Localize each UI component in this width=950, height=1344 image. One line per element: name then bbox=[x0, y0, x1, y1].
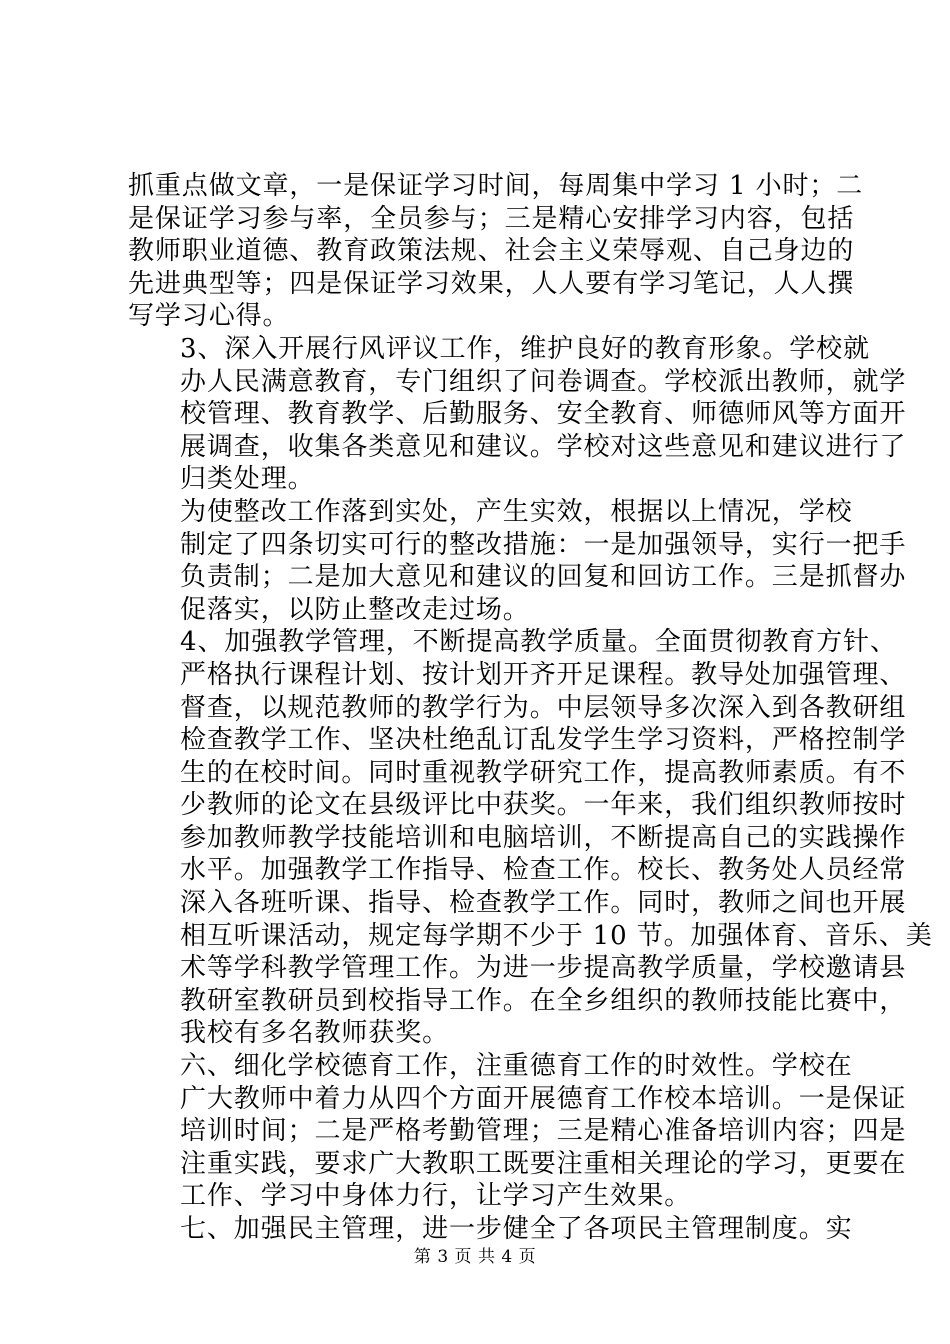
text-line: 检查教学工作、坚决杜绝乱订乱发学生学习资料，严格控制学 bbox=[180, 725, 907, 756]
text-line: 督查，以规范教师的教学行为。中层领导多次深入到各教研组 bbox=[180, 692, 907, 723]
text-line: 写学习心得。 bbox=[128, 301, 290, 332]
page-footer: 第 3 页 共 4 页 bbox=[413, 1247, 537, 1267]
text-line: 4、加强教学管理，不断提高教学质量。全面贯彻教育方针、 bbox=[180, 627, 897, 658]
text-line: 工作、学习中身体力行，让学习产生效果。 bbox=[180, 1181, 692, 1212]
text-line: 校管理、教育教学、后勤服务、安全教育、师德师风等方面开 bbox=[180, 399, 907, 430]
paragraph bbox=[128, 170, 864, 333]
text-line: 促落实，以防止整改走过场。 bbox=[180, 594, 530, 625]
text-line: 六、细化学校德育工作，注重德育工作的时效性。学校在 bbox=[180, 1051, 853, 1082]
text-line: 术等学科教学管理工作。为进一步提高教学质量，学校邀请县 bbox=[180, 953, 907, 984]
text-line: 深入各班听课、指导、检查教学工作。同时，教师之间也开展 bbox=[180, 888, 907, 919]
text-line: 归类处理。 bbox=[180, 464, 315, 495]
text-line: 少教师的论文在县级评比中获奖。一年来，我们组织教师按时 bbox=[180, 790, 907, 821]
text-line: 抓重点做文章，一是保证学习时间，每周集中学习 1 小时；二 bbox=[128, 171, 864, 201]
text-line: 注重实践，要求广大教职工既要注重相关理论的学习，更要在 bbox=[180, 1148, 907, 1179]
text-line: 制定了四条切实可行的整改措施：一是加强领导，实行一把手 bbox=[180, 529, 907, 560]
paragraph bbox=[128, 626, 933, 1050]
text-line: 相互听课活动，规定每学期不少于 10 节。加强体育、音乐、美 bbox=[180, 920, 933, 951]
text-line: 负责制；二是加大意见和建议的回复和回访工作。三是抓督办 bbox=[180, 562, 907, 593]
text-line: 为使整改工作落到实处，产生实效，根据以上情况，学校 bbox=[180, 496, 853, 527]
text-line: 七、加强民主管理，进一步健全了各项民主管理制度。实 bbox=[180, 1214, 853, 1244]
paragraph bbox=[128, 1050, 907, 1213]
paragraph bbox=[128, 333, 907, 496]
text-line: 3、深入开展行风评议工作，维护良好的教育形象。学校就 bbox=[180, 333, 870, 364]
text-line: 教研室教研员到校指导工作。在全乡组织的教师技能比赛中， bbox=[180, 985, 907, 1016]
text-line: 生的在校时间。同时重视教学研究工作，提高教师素质。有不 bbox=[180, 757, 907, 788]
text-line: 广大教师中着力从四个方面开展德育工作校本培训。一是保证 bbox=[180, 1083, 907, 1114]
text-line: 严格执行课程计划、按计划开齐开足课程。教导处加强管理、 bbox=[180, 659, 907, 690]
text-line: 我校有多名教师获奖。 bbox=[180, 1018, 450, 1049]
text-line: 参加教师教学技能培训和电脑培训，不断提高自己的实践操作 bbox=[180, 822, 907, 853]
text-line: 教师职业道德、教育政策法规、社会主义荣辱观、自己身边的 bbox=[128, 236, 855, 267]
text-line: 先进典型等；四是保证学习效果，人人要有学习笔记，人人撰 bbox=[128, 268, 855, 299]
text-line: 是保证学习参与率，全员参与；三是精心安排学习内容，包括 bbox=[128, 203, 855, 234]
text-line: 培训时间；二是严格考勤管理；三是精心准备培训内容；四是 bbox=[180, 1116, 907, 1147]
text-line: 办人民满意教育，专门组织了问卷调查。学校派出教师，就学 bbox=[180, 366, 907, 397]
paragraph bbox=[128, 496, 907, 626]
paragraph bbox=[128, 1213, 853, 1246]
text-line: 水平。加强教学工作指导、检查工作。校长、教务处人员经常 bbox=[180, 855, 907, 886]
text-line: 展调查，收集各类意见和建议。学校对这些意见和建议进行了 bbox=[180, 431, 907, 462]
document-body bbox=[128, 170, 933, 1246]
